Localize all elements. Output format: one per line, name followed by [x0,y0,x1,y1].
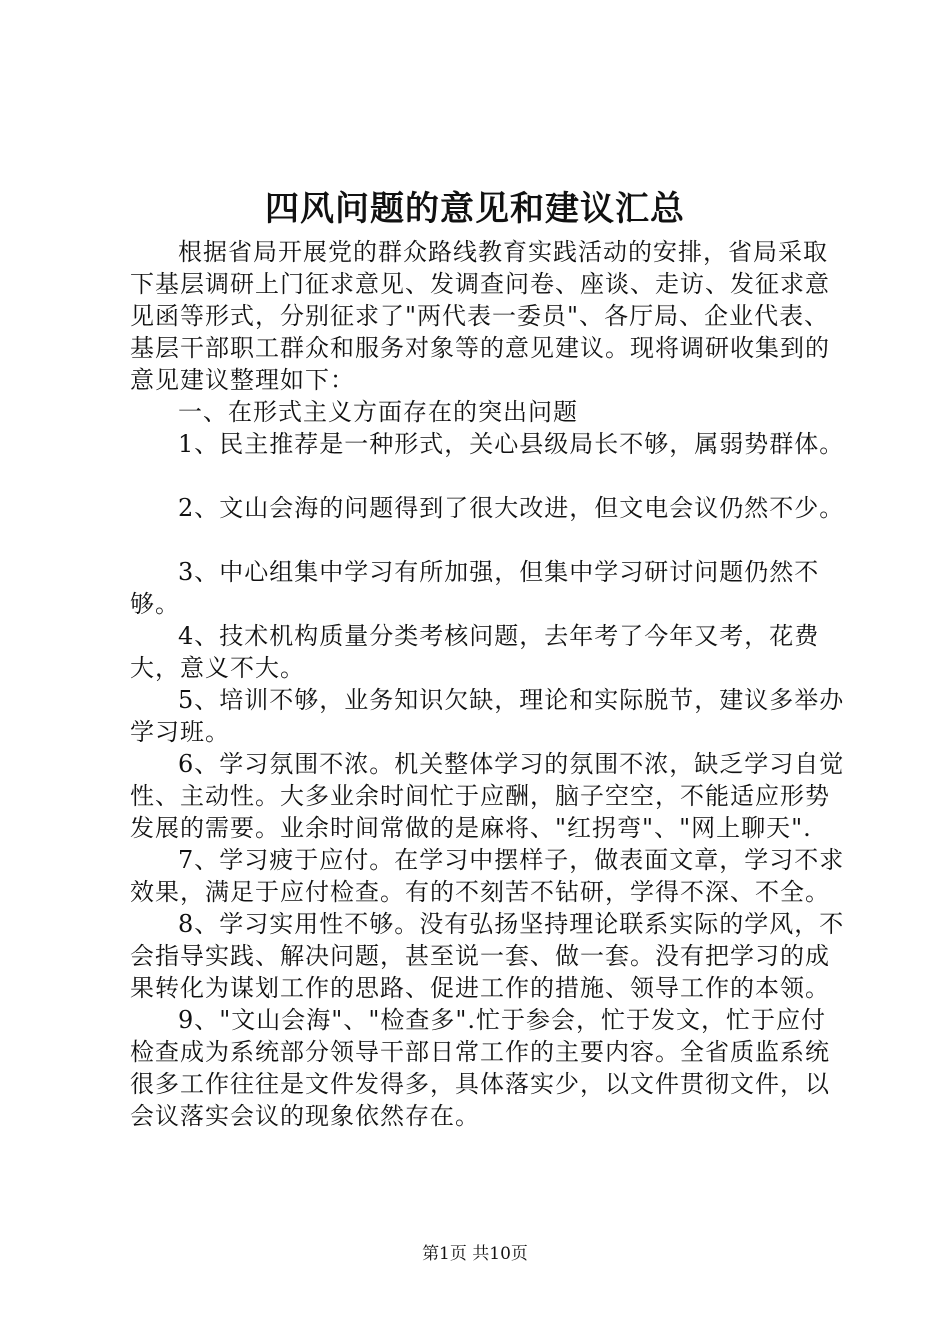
list-item: 7、学习疲于应付。在学习中摆样子，做表面文章，学习不求效果，满足于应付检查。有的不刻苦不钻研，学得不深、不全。 [130,846,845,906]
section-heading: 一、在形式主义方面存在的突出问题 [178,398,578,426]
list-item: 8、学习实用性不够。没有弘扬坚持理论联系实际的学风，不会指导实践、解决问题，甚至说一套、做一套。没有把学习的成果转化为谋划工作的思路、促进工作的措施、领导工作的本领。 [130,910,845,1002]
list-item: 1、民主推荐是一种形式，关心县级局长不够，属弱势群体。 [178,430,845,458]
list-item: 2、文山会海的问题得到了很大改进，但文电会议仍然不少。 [178,494,845,522]
list-item: 5、培训不够，业务知识欠缺，理论和实际脱节，建议多举办学习班。 [130,686,845,746]
list-item: 9、"文山会海"、"检查多".忙于参会，忙于发文，忙于应付检查成为系统部分领导干部日常工作的主要内容。全省质监系统很多工作往往是文件发得多，具体落实少，以文件贯彻文件，以会议落实会议的现象依然存在。 [130,1006,830,1130]
document-body [130,236,845,1132]
list-item: 6、学习氛围不浓。机关整体学习的氛围不浓，缺乏学习自觉性、主动性。大多业余时间忙于应酬，脑子空空，不能适应形势发展的需要。业余时间常做的是麻将、"红拐弯"、"网上聊天". [130,750,845,842]
paragraph-intro: 根据省局开展党的群众路线教育实践活动的安排，省局采取下基层调研上门征求意见、发调查问卷、座谈、走访、发征求意见函等形式，分别征求了"两代表一委员"、各厅局、企业代表、基层干部职工群众和服务对象等的意见建议。现将调研收集到的意见建议整理如下： [130,238,830,394]
list-item: 4、技术机构质量分类考核问题，去年考了今年又考，花费大，意义不大。 [130,622,820,682]
page-number: 第1页 共10页 [422,1244,528,1264]
list-item: 3、中心组集中学习有所加强，但集中学习研讨问题仍然不够。 [130,558,820,618]
document-title: 四风问题的意见和建议汇总 [265,189,685,229]
